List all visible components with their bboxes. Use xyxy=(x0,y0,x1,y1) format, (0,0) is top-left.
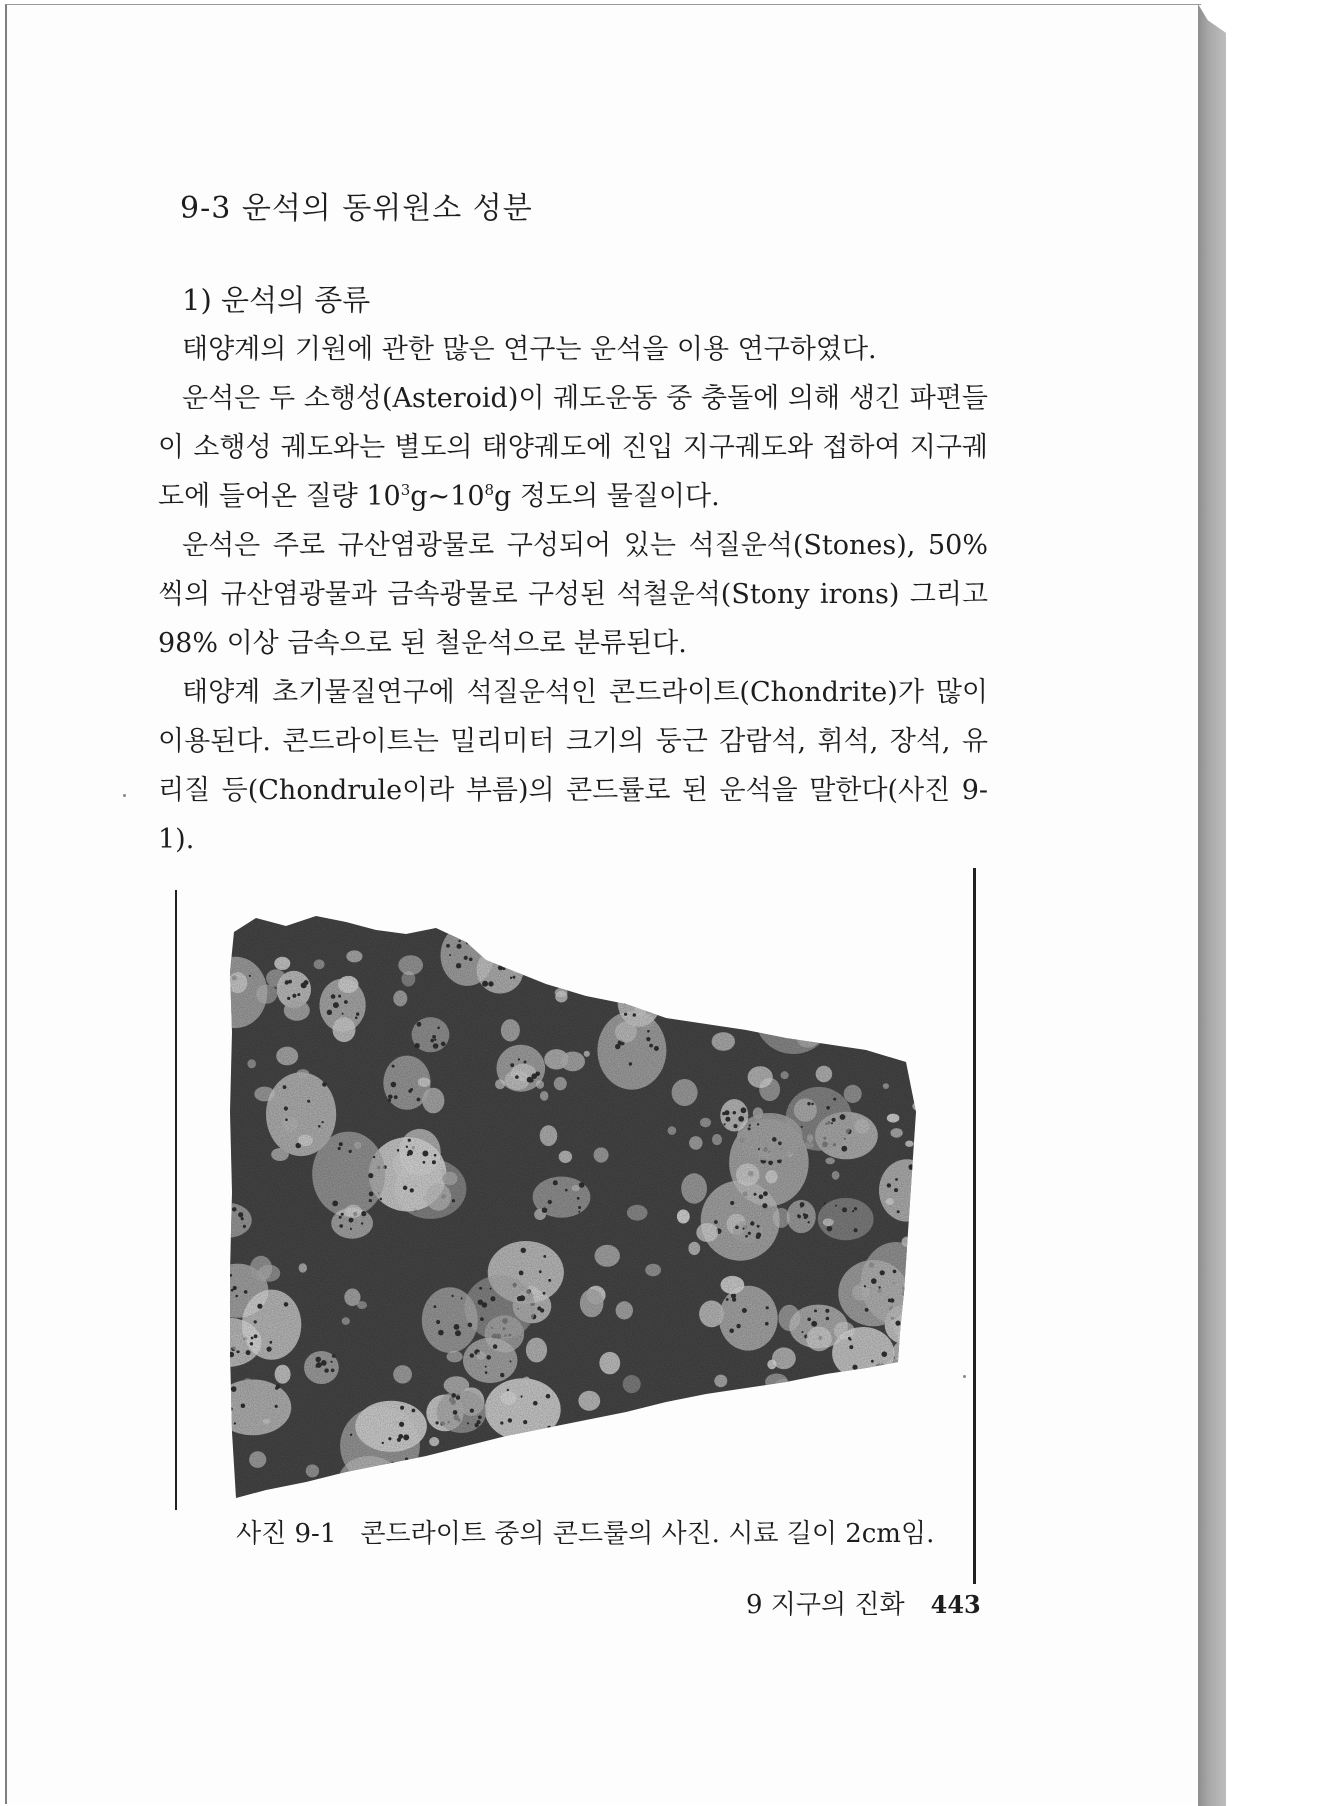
chondrule-grain xyxy=(696,1455,712,1471)
paragraph-2: 운석은 두 소행성(Asteroid)이 궤도운동 중 충돌에 의해 생긴 파편들이 소행성 궤도와는 별도의 태양궤도에 진입 지구궤도와 접하여 지구궤도에 들어온 질량 $10^3g\sim 10^8g$ 정도의 물질이다. xyxy=(158,383,988,512)
chondrule-speck xyxy=(812,947,817,952)
chondrule-speck xyxy=(876,1462,880,1466)
chondrule-grain xyxy=(678,1442,689,1454)
chondrule-speck xyxy=(812,1486,815,1489)
chondrule-grain xyxy=(836,1388,844,1396)
chondrule-speck xyxy=(819,1481,822,1484)
chondrule-speck xyxy=(226,1339,229,1342)
chondrule-speck xyxy=(789,953,793,957)
chondrule-speck xyxy=(625,1491,631,1497)
chondrule-grain xyxy=(443,1479,467,1501)
chondrule-grain xyxy=(838,1456,844,1462)
chondrule-speck xyxy=(892,1431,898,1437)
chondrule-speck xyxy=(907,1292,909,1294)
chondrule-speck xyxy=(912,1433,918,1439)
chondrule-speck xyxy=(763,967,765,969)
chondrule-grain xyxy=(916,1000,926,1022)
chondrule-speck xyxy=(360,1475,366,1481)
chondrule-speck xyxy=(915,1326,919,1330)
chondrule-grain xyxy=(563,938,582,959)
chondrule-grain xyxy=(827,913,852,941)
chondrule-grain xyxy=(604,1472,652,1504)
chondrule-grain xyxy=(820,1458,836,1470)
chondrule-speck xyxy=(781,1004,784,1007)
chondrule-grain xyxy=(850,1008,862,1022)
chondrule-speck xyxy=(638,1498,643,1503)
chondrule-speck xyxy=(656,944,660,948)
chondrule-grain xyxy=(720,927,744,945)
chondrule-speck xyxy=(657,948,662,953)
chondrule-speck xyxy=(792,1013,794,1015)
figure-caption xyxy=(236,1513,934,1550)
chondrule-speck xyxy=(833,935,838,940)
chondrule-grain xyxy=(718,1416,734,1429)
chondrule-speck xyxy=(786,1478,789,1481)
chondrule-grain xyxy=(904,1423,917,1435)
chondrule-speck xyxy=(924,1176,926,1181)
chondrule-speck xyxy=(823,956,827,960)
chondrule-grain xyxy=(420,1472,440,1493)
figure-right-rule xyxy=(973,868,976,1584)
subsection-heading: 1) 운석의 종류 xyxy=(182,283,371,317)
chondrule-speck xyxy=(645,1008,647,1010)
chondrule-speck xyxy=(779,966,785,972)
chondrule-grain xyxy=(688,984,701,998)
chondrule-grain xyxy=(887,973,909,998)
chondrule-speck xyxy=(905,1326,910,1331)
chondrule-speck xyxy=(622,1485,626,1489)
chondrule-grain xyxy=(724,996,749,1020)
figure-left-rule xyxy=(175,890,177,1510)
body-text xyxy=(158,325,988,864)
paragraph-4: 태양계 초기물질연구에 석질운석인 콘드라이트(Chondrite)가 많이 이용된다. 콘드라이트는 밀리미터 크기의 둥근 감람석, 휘석, 장석, 유리질 등(Chondrule이라 부름)의 콘드률로 된 운석을 말한다(사진 9-1). xyxy=(158,677,988,855)
chondrule-grain xyxy=(914,1210,926,1228)
chondrule-grain xyxy=(882,939,926,996)
chondrule-grain xyxy=(876,1399,927,1443)
chondrule-grain xyxy=(736,954,804,1033)
chondrule-grain xyxy=(750,924,815,975)
chondrule-speck xyxy=(776,1008,779,1011)
chondrule-speck xyxy=(227,1016,230,1019)
chondrule-speck xyxy=(908,971,911,974)
chondrule-speck xyxy=(358,1480,361,1483)
chondrule-grain xyxy=(770,1493,793,1505)
scan-speck xyxy=(963,1375,966,1378)
chondrule-grain xyxy=(771,912,838,979)
chondrule-speck xyxy=(226,1421,227,1423)
chondrule-speck xyxy=(771,971,775,975)
chondrule-speck xyxy=(794,1468,797,1471)
chondrule-speck xyxy=(890,950,894,954)
chondrule-speck xyxy=(760,1479,764,1483)
chondrule-speck xyxy=(759,1019,761,1021)
chondrule-grain xyxy=(570,1430,583,1443)
chondrule-speck xyxy=(906,1406,909,1409)
chondrule-speck xyxy=(893,1417,897,1421)
chondrule-speck xyxy=(784,988,790,994)
chondrule-grain xyxy=(906,1399,919,1413)
scan-speck xyxy=(123,794,126,797)
chondrule-speck xyxy=(806,923,809,926)
chondrule-speck xyxy=(761,977,767,983)
chondrule-speck xyxy=(501,956,507,962)
chondrule-speck xyxy=(782,928,786,932)
chondrule-speck xyxy=(924,1187,926,1193)
chondrule-speck xyxy=(625,1482,630,1487)
chondrule-speck xyxy=(637,966,640,969)
chondrule-speck xyxy=(357,1483,363,1489)
chondrule-speck xyxy=(695,1498,697,1500)
figure-label: 사진 9-1 xyxy=(236,1519,337,1549)
chondrule-speck xyxy=(846,934,852,940)
chondrule-grain xyxy=(626,1479,646,1502)
chondrule-grain xyxy=(420,1463,446,1491)
chondrule-grain xyxy=(426,1455,450,1476)
chondrule-speck xyxy=(764,1024,770,1030)
chondrule-speck xyxy=(795,920,798,923)
chondrule-speck xyxy=(759,952,762,955)
chondrule-grain xyxy=(794,991,818,1012)
paragraph-1: 태양계의 기원에 관한 많은 연구는 운석을 이용 연구하였다. xyxy=(182,334,877,365)
chondrule-grain xyxy=(876,1004,900,1029)
chondrule-speck xyxy=(887,1473,891,1477)
chondrule-grain xyxy=(608,1429,623,1443)
figure-caption-text: 콘드라이트 중의 콘드룰의 사진. 시료 길이 2cm임. xyxy=(360,1519,935,1549)
chondrule-grain xyxy=(420,1475,438,1490)
chondrule-grain xyxy=(888,946,906,966)
chondrule-speck xyxy=(760,964,766,970)
chondrule-speck xyxy=(844,942,847,945)
chondrule-speck xyxy=(822,960,825,963)
chondrule-speck xyxy=(387,1481,391,1485)
chondrule-grain xyxy=(698,984,708,995)
chondrule-grain xyxy=(625,928,691,974)
chondrule-speck xyxy=(368,1484,373,1489)
chondrule-speck xyxy=(638,1477,642,1481)
chondrule-speck xyxy=(786,988,789,991)
chondrule-grain xyxy=(892,1040,912,1059)
chondrule-grain xyxy=(335,1489,349,1500)
chondrule-speck xyxy=(667,942,671,946)
chondrule-grain xyxy=(758,1471,777,1486)
chondrule-grain xyxy=(586,1445,592,1451)
chondrule-grain xyxy=(906,952,923,966)
chondrule-grain xyxy=(820,1424,838,1443)
chondrule-speck xyxy=(797,1036,800,1039)
chondrule-grain xyxy=(854,1394,867,1405)
section-title: 9-3 운석의 동위원소 성분 xyxy=(180,191,533,226)
chondrule-speck xyxy=(487,954,490,957)
chondrule-grain xyxy=(813,1428,838,1452)
chondrule-speck xyxy=(867,1484,872,1489)
chondrule-speck xyxy=(820,1483,823,1486)
chondrule-grain xyxy=(604,1445,629,1464)
chondrule-speck xyxy=(889,1484,894,1489)
chondrule-speck xyxy=(908,1307,913,1312)
chondrule-speck xyxy=(914,1319,919,1324)
chondrule-speck xyxy=(911,1425,914,1428)
chondrule-speck xyxy=(359,1469,363,1473)
chondrule-speck xyxy=(637,959,639,961)
chondrule-speck xyxy=(750,1016,755,1021)
chondrule-speck xyxy=(788,1480,790,1482)
chondrite-photo xyxy=(226,912,926,1504)
page-edge-shadow xyxy=(1198,4,1226,1806)
chondrule-speck xyxy=(798,987,801,990)
chondrule-grain xyxy=(914,969,926,988)
running-footer xyxy=(746,1584,981,1621)
chondrule-speck xyxy=(769,954,774,959)
chondrule-speck xyxy=(806,1486,809,1489)
chondrule-grain xyxy=(226,1189,231,1196)
chondrule-grain xyxy=(784,912,858,959)
chondrule-grain xyxy=(832,912,852,926)
chondrule-speck xyxy=(634,1497,640,1503)
chondrule-grain xyxy=(769,1000,778,1007)
chondrule-speck xyxy=(784,1501,788,1504)
chondrule-speck xyxy=(780,1498,783,1501)
chondrule-speck xyxy=(912,1321,915,1324)
chondrule-speck xyxy=(646,991,649,994)
chondrule-speck xyxy=(616,1485,622,1491)
chondrule-speck xyxy=(346,1476,348,1478)
chondrule-grain xyxy=(598,1490,618,1504)
chondrule-speck xyxy=(802,945,807,950)
chondrule-speck xyxy=(902,1425,905,1428)
chondrule-grain xyxy=(473,926,493,946)
chondrule-grain xyxy=(677,952,691,963)
chondrule-speck xyxy=(386,1465,390,1469)
chondrule-grain xyxy=(904,1007,920,1020)
chondrule-grain xyxy=(885,965,909,985)
chondrule-grain xyxy=(786,1462,827,1501)
chondrule-speck xyxy=(651,992,657,998)
chondrule-speck xyxy=(820,1476,822,1478)
chondrule-speck xyxy=(789,1503,791,1504)
chondrule-grain xyxy=(589,918,613,943)
chondrule-grain xyxy=(543,930,567,950)
chondrule-speck xyxy=(652,953,655,956)
chondrule-speck xyxy=(860,1456,864,1460)
chondrule-speck xyxy=(226,1349,227,1351)
chondrule-grain xyxy=(672,948,694,967)
chondrule-grain xyxy=(808,929,834,950)
chondrule-grain xyxy=(709,1471,723,1484)
chondrule-speck xyxy=(649,1008,653,1012)
chondrule-speck xyxy=(782,1033,786,1037)
chondrule-grain xyxy=(530,937,545,952)
chondrule-grain xyxy=(644,1409,655,1421)
chondrule-speck xyxy=(682,1489,687,1494)
chondrule-speck xyxy=(758,951,763,956)
chondrule-grain xyxy=(689,970,697,979)
chondrule-speck xyxy=(891,1479,896,1484)
chondrule-speck xyxy=(845,924,851,930)
chondrule-grain xyxy=(805,1008,825,1029)
chondrule-speck xyxy=(699,1497,705,1503)
chondrule-speck xyxy=(865,1476,870,1481)
chondrule-speck xyxy=(806,925,810,929)
chondrule-grain xyxy=(469,919,494,939)
chondrule-grain xyxy=(675,1486,714,1504)
chondrule-grain xyxy=(672,936,681,944)
chondrule-grain xyxy=(752,1473,796,1504)
chondrule-speck xyxy=(765,1498,768,1501)
chondrule-grain xyxy=(560,1493,568,1502)
chondrule-speck xyxy=(819,939,823,943)
chondrule-speck xyxy=(890,1473,895,1478)
chapter-title: 9 지구의 진화 xyxy=(746,1590,905,1620)
chondrule-grain xyxy=(798,948,817,965)
chondrule-grain xyxy=(618,1432,625,1440)
paragraph-3: 운석은 주로 규산염광물로 구성되어 있는 석질운석(Stones), 50%씩의 규산염광물과 금속광물로 구성된 석철운석(Stony irons) 그리고 98% 이상 금속으로 된 철운석으로 분류된다. xyxy=(158,530,988,659)
chondrule-speck xyxy=(705,1501,709,1504)
chondrule-speck xyxy=(623,1488,626,1491)
chondrule-speck xyxy=(633,950,637,954)
chondrule-speck xyxy=(794,1489,797,1492)
chondrule-speck xyxy=(773,1003,777,1007)
chondrule-grain xyxy=(547,928,555,935)
chondrule-speck xyxy=(788,1495,791,1498)
chondrule-speck xyxy=(791,1004,797,1010)
chondrule-speck xyxy=(784,930,789,935)
chondrule-speck xyxy=(823,926,828,931)
chondrule-speck xyxy=(916,1187,922,1193)
chondrule-speck xyxy=(650,992,653,995)
chondrule-speck xyxy=(810,1488,814,1492)
page-number: 443 xyxy=(930,1590,981,1619)
chondrule-speck xyxy=(775,935,778,938)
chondrite-photo-image xyxy=(226,912,926,1504)
chondrule-speck xyxy=(808,945,811,948)
chondrule-speck xyxy=(907,1432,910,1435)
chondrule-grain xyxy=(856,1449,900,1496)
chondrule-speck xyxy=(916,972,920,976)
chondrule-speck xyxy=(907,1335,912,1340)
chondrule-speck xyxy=(887,1424,890,1427)
chondrule-grain xyxy=(500,1469,517,1483)
chondrule-speck xyxy=(660,932,664,936)
